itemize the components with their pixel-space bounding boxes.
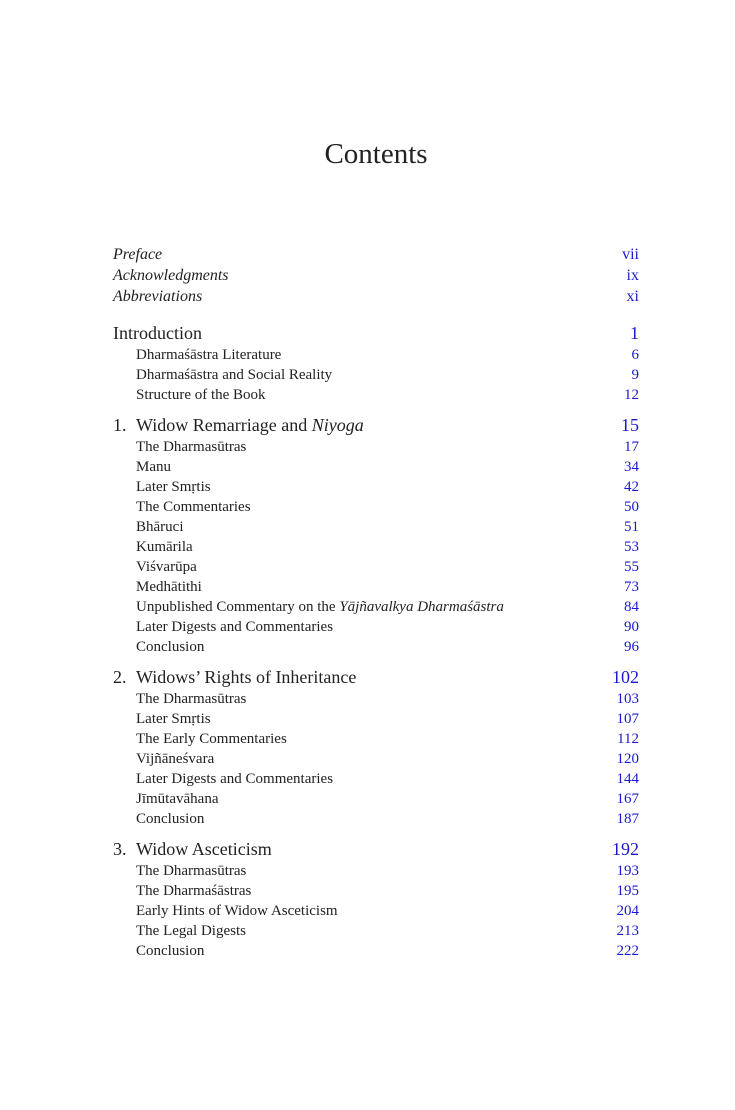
- toc-subentry[interactable]: [113, 477, 639, 497]
- toc-entry-acknowledgments[interactable]: [113, 265, 639, 286]
- toc-subentry[interactable]: [113, 901, 639, 921]
- entry-label-italic: Yājñavalkya Dharmaśāstra: [339, 599, 504, 615]
- page-number-link[interactable]: 34: [624, 459, 639, 475]
- entry-label: Unpublished Commentary on the: [136, 599, 340, 615]
- chapter-1-section: [113, 413, 639, 657]
- page-title: Contents: [324, 138, 428, 170]
- chapter-title-italic: Niyoga: [311, 415, 364, 435]
- toc-subentry[interactable]: [113, 345, 639, 365]
- entry-label: Later Digests and Commentaries: [136, 619, 334, 635]
- toc-subentry[interactable]: [113, 617, 639, 637]
- toc-subentry[interactable]: [113, 577, 639, 597]
- chapter-title: Widows’ Rights of Inheritance: [136, 667, 357, 687]
- page-number-link[interactable]: 103: [616, 691, 639, 707]
- chapter-3-section: [113, 837, 639, 961]
- entry-label: Manu: [136, 459, 171, 475]
- toc-subentry[interactable]: [113, 437, 639, 457]
- page-number-link[interactable]: 96: [624, 639, 639, 655]
- page-number-link[interactable]: 51: [624, 519, 639, 535]
- chapter-number: 2.: [113, 667, 127, 687]
- page-number-link[interactable]: 112: [617, 731, 639, 747]
- entry-label: Early Hints of Widow Asceticism: [136, 903, 338, 919]
- page-number-link[interactable]: ix: [626, 267, 639, 284]
- page-number-link[interactable]: 167: [616, 791, 639, 807]
- chapter-title: Widow Asceticism: [136, 839, 272, 859]
- entry-label: Dharmaśāstra and Social Reality: [136, 367, 333, 383]
- page-number-link[interactable]: 15: [621, 415, 639, 435]
- toc-subentry[interactable]: [113, 385, 639, 405]
- toc-subentry[interactable]: [113, 861, 639, 881]
- entry-label: Bhāruci: [136, 519, 184, 535]
- page-number-link[interactable]: 53: [624, 539, 639, 555]
- entry-label: The Early Commentaries: [136, 731, 287, 747]
- entry-label: The Dharmasūtras: [136, 863, 247, 879]
- page-number-link[interactable]: xi: [626, 288, 639, 305]
- table-of-contents: [113, 244, 639, 969]
- entry-label: The Commentaries: [136, 499, 251, 515]
- toc-subentry[interactable]: [113, 597, 639, 617]
- toc-subentry[interactable]: [113, 689, 639, 709]
- chapter-number: 1.: [113, 415, 127, 435]
- page-number-link[interactable]: 50: [624, 499, 639, 515]
- entry-label: Conclusion: [136, 943, 205, 959]
- entry-label: Introduction: [113, 323, 202, 343]
- chapter-heading: [113, 665, 356, 689]
- toc-subentry[interactable]: [113, 729, 639, 749]
- toc-entry-introduction[interactable]: [113, 321, 639, 345]
- page-number-link[interactable]: 6: [631, 347, 639, 363]
- page-number-link[interactable]: 193: [616, 863, 639, 879]
- toc-subentry[interactable]: [113, 941, 639, 961]
- toc-entry-abbreviations[interactable]: [113, 286, 639, 307]
- page-number-link[interactable]: vii: [622, 246, 639, 263]
- entry-label: Viśvarūpa: [136, 559, 197, 575]
- entry-label: Kumārila: [136, 539, 193, 555]
- entry-label: Later Digests and Commentaries: [136, 771, 334, 787]
- page-number-link[interactable]: 102: [612, 667, 639, 687]
- toc-subentry[interactable]: [113, 809, 639, 829]
- page-number-link[interactable]: 42: [624, 479, 639, 495]
- entry-label: Conclusion: [136, 811, 205, 827]
- toc-subentry[interactable]: [113, 497, 639, 517]
- toc-entry-preface[interactable]: [113, 244, 639, 265]
- page-number-link[interactable]: 9: [631, 367, 639, 383]
- chapter-title: Widow Remarriage and: [136, 415, 312, 435]
- toc-subentry[interactable]: [113, 881, 639, 901]
- entry-label: The Dharmaśāstras: [136, 883, 252, 899]
- entry-label: Conclusion: [136, 639, 205, 655]
- toc-subentry[interactable]: [113, 557, 639, 577]
- toc-subentry[interactable]: [113, 457, 639, 477]
- page-number-link[interactable]: 17: [624, 439, 639, 455]
- entry-label: The Dharmasūtras: [136, 439, 247, 455]
- chapter-number: 3.: [113, 839, 127, 859]
- entry-label: Vijñāneśvara: [136, 751, 215, 767]
- toc-entry-chapter-3[interactable]: [113, 837, 639, 861]
- page-number-link[interactable]: 12: [624, 387, 639, 403]
- toc-subentry[interactable]: [113, 749, 639, 769]
- page-number-link[interactable]: 73: [624, 579, 639, 595]
- chapter-heading: [113, 413, 364, 437]
- entry-label: Acknowledgments: [113, 267, 229, 284]
- toc-subentry[interactable]: [113, 921, 639, 941]
- toc-subentry[interactable]: [113, 789, 639, 809]
- entry-label: Jīmūtavāhana: [136, 791, 219, 807]
- toc-subentry[interactable]: [113, 709, 639, 729]
- page-number-link[interactable]: 204: [616, 903, 639, 919]
- page-number-link[interactable]: 222: [616, 943, 639, 959]
- entry-label: Later Smṛtis: [136, 479, 211, 495]
- page-number-link[interactable]: 107: [616, 711, 639, 727]
- entry-label: The Dharmasūtras: [136, 691, 247, 707]
- page-number-link[interactable]: 195: [616, 883, 639, 899]
- chapter-heading: [113, 837, 272, 861]
- entry-label: Later Smṛtis: [136, 711, 211, 727]
- introduction-section: [113, 321, 639, 405]
- toc-entry-chapter-2[interactable]: [113, 665, 639, 689]
- toc-subentry[interactable]: [113, 365, 639, 385]
- page-number-link[interactable]: 144: [616, 771, 639, 787]
- toc-subentry[interactable]: [113, 517, 639, 537]
- page-number-link[interactable]: 84: [624, 599, 639, 615]
- entry-label: Dharmaśāstra Literature: [136, 347, 282, 363]
- toc-subentry[interactable]: [113, 637, 639, 657]
- entry-label: Structure of the Book: [136, 387, 266, 403]
- entry-label: The Legal Digests: [136, 923, 246, 939]
- front-matter-list: [113, 244, 639, 307]
- page-number-link[interactable]: 213: [616, 923, 639, 939]
- toc-subentry[interactable]: [113, 769, 639, 789]
- entry-label: Abbreviations: [113, 288, 203, 305]
- page-number-link[interactable]: 120: [616, 751, 639, 767]
- entry-label: Preface: [113, 246, 163, 263]
- page-number-link[interactable]: 1: [630, 323, 639, 343]
- toc-entry-chapter-1[interactable]: [113, 413, 639, 437]
- chapter-2-section: [113, 665, 639, 829]
- page-number-link[interactable]: 90: [624, 619, 639, 635]
- entry-label: Medhātithi: [136, 579, 202, 595]
- toc-subentry[interactable]: [113, 537, 639, 557]
- page-number-link[interactable]: 192: [612, 839, 639, 859]
- page-number-link[interactable]: 187: [616, 811, 639, 827]
- page-number-link[interactable]: 55: [624, 559, 639, 575]
